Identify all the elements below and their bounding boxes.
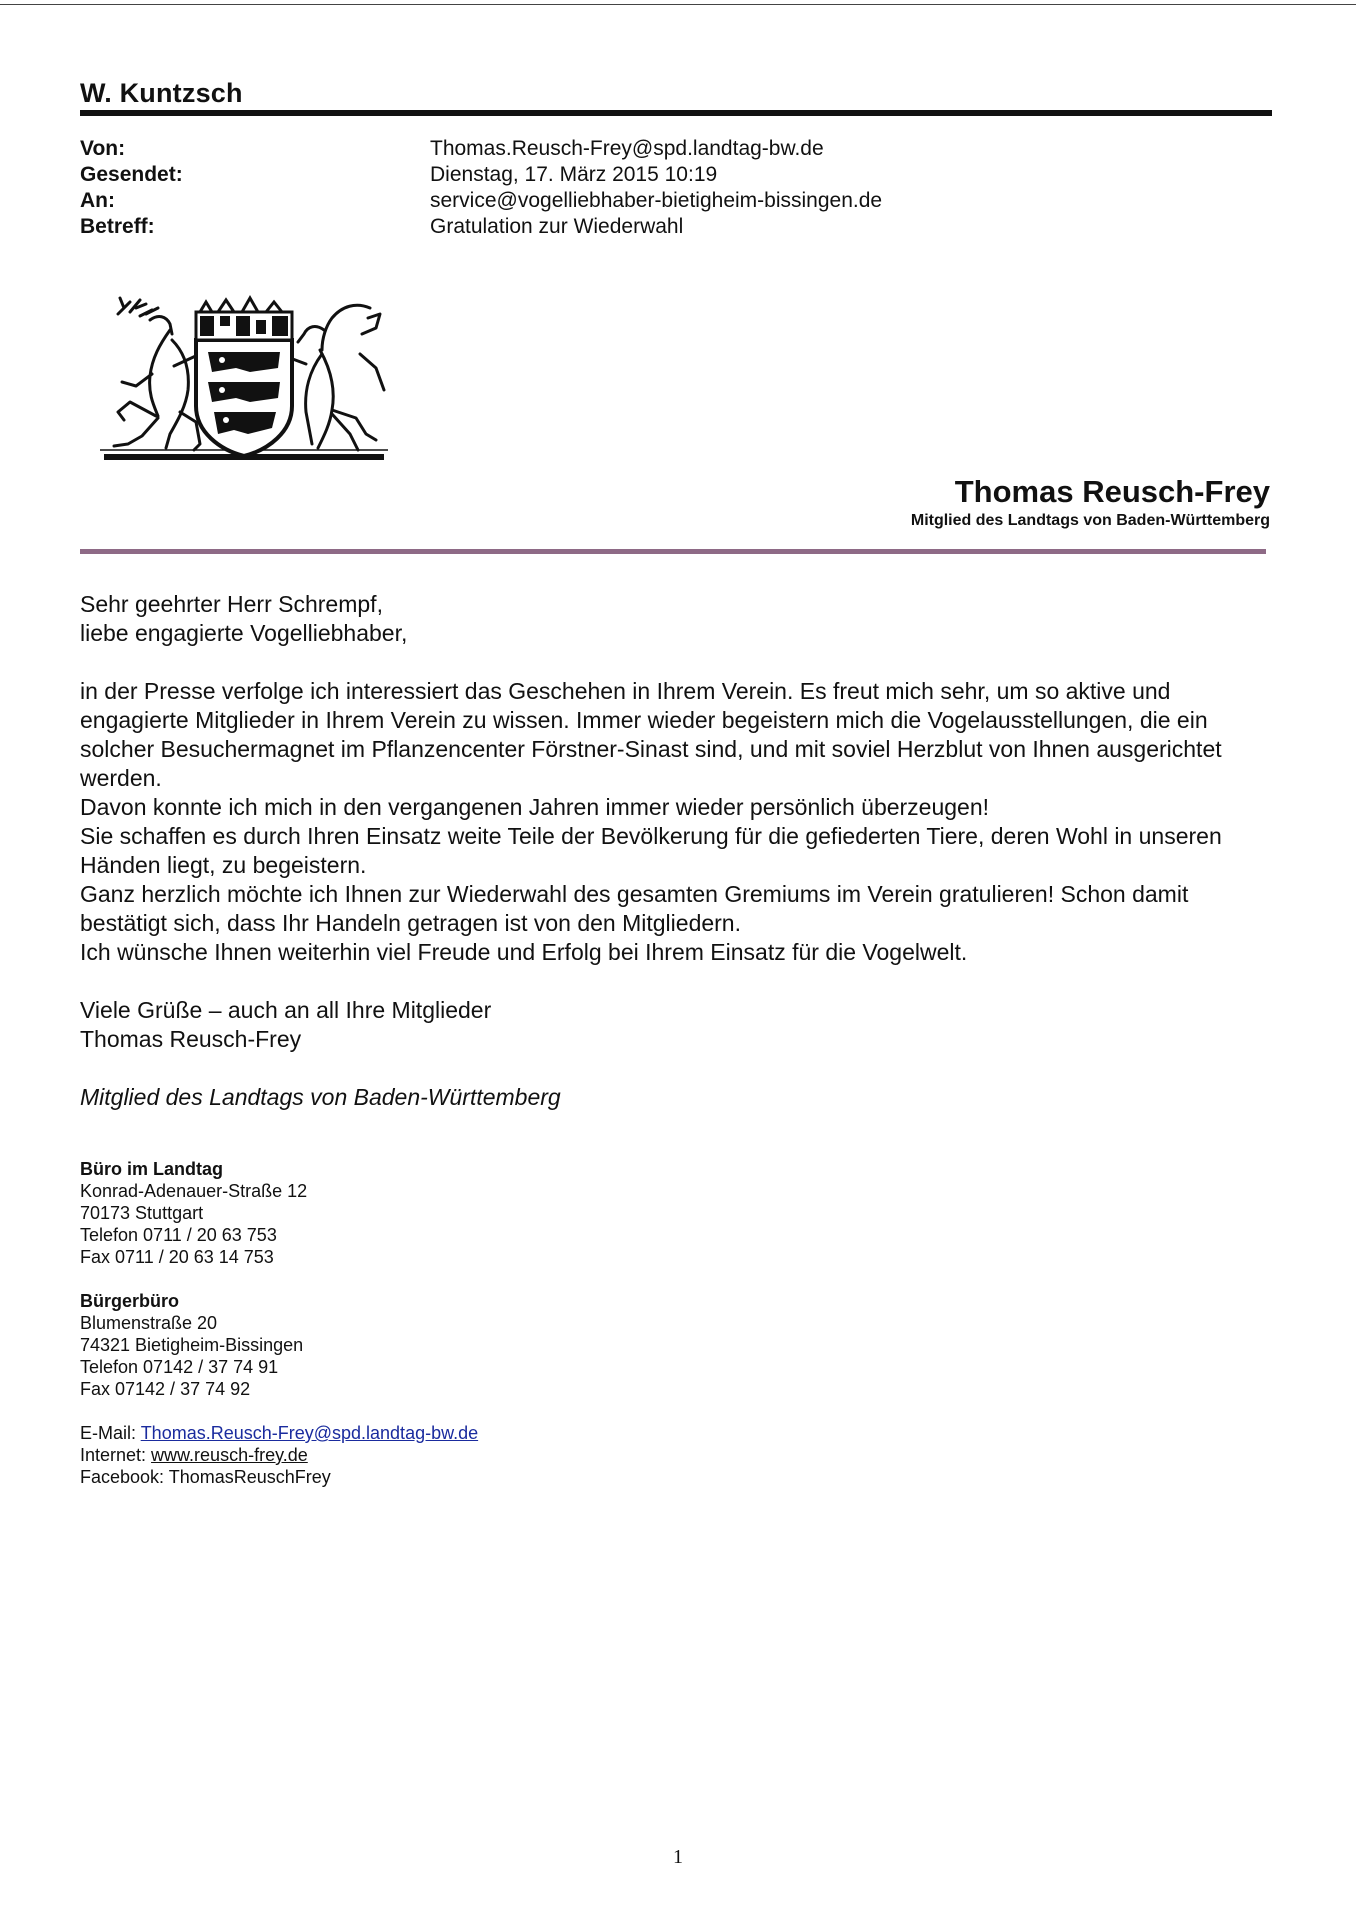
- office-landtag: [80, 1158, 478, 1268]
- office-title: Bürgerbüro: [80, 1291, 179, 1311]
- email-link[interactable]: Thomas.Reusch-Frey@spd.landtag-bw.de: [140, 1423, 479, 1443]
- office-phone: Telefon 07142 / 37 74 91: [80, 1357, 279, 1377]
- meta-key: An:: [80, 189, 115, 212]
- separator-rule: [80, 549, 1266, 554]
- header-rule: [80, 110, 1272, 116]
- office-street: Konrad-Adenauer-Straße 12: [80, 1181, 308, 1201]
- office-fax: Fax 07142 / 37 74 92: [80, 1379, 251, 1399]
- facebook-text: Facebook: ThomasReuschFrey: [80, 1467, 331, 1487]
- website-link[interactable]: www.reusch-frey.de: [151, 1445, 308, 1465]
- internet-label: Internet:: [80, 1445, 152, 1465]
- office-phone: Telefon 0711 / 20 63 753: [80, 1225, 277, 1245]
- meta-value: Gratulation zur Wiederwahl: [430, 215, 684, 238]
- office-buergerbuero: [80, 1290, 478, 1400]
- meta-row-from: [80, 136, 882, 162]
- internet-row: [80, 1444, 478, 1466]
- closing-title: Mitglied des Landtags von Baden-Württemberg: [80, 1084, 561, 1110]
- meta-row-subject: [80, 214, 882, 240]
- baden-wuerttemberg-coat-of-arms-icon: [100, 294, 388, 468]
- salutation-line: Sehr geehrter Herr Schrempf,: [80, 591, 383, 617]
- sender-name: Thomas Reusch-Frey: [954, 474, 1270, 509]
- paragraph: Ich wünsche Ihnen weiterhin viel Freude und Erfolg bei Ihrem Einsatz für die Vogelwelt.: [80, 939, 968, 965]
- header-name: W. Kuntzsch: [80, 78, 243, 108]
- closing-greeting: Viele Grüße – auch an all Ihre Mitglieder: [80, 997, 492, 1023]
- meta-value: service@vogelliebhaber-bietigheim-bissingen.de: [430, 189, 883, 212]
- office-fax: Fax 0711 / 20 63 14 753: [80, 1247, 274, 1267]
- office-city: 74321 Bietigheim-Bissingen: [80, 1335, 304, 1355]
- email-label: E-Mail:: [80, 1423, 141, 1443]
- sender-title: Mitglied des Landtags von Baden-Württemberg: [910, 512, 1270, 529]
- meta-row-to: [80, 188, 882, 214]
- office-street: Blumenstraße 20: [80, 1313, 218, 1333]
- paragraph: Ganz herzlich möchte ich Ihnen zur Wiederwahl des gesamten Gremiums im Verein gratulieren! Schon damit bestätigt sich, dass Ihr Handeln getragen ist von den Mitgliedern.: [80, 881, 1189, 936]
- page-number: 1: [673, 1846, 683, 1868]
- paragraph: in der Presse verfolge ich interessiert das Geschehen in Ihrem Verein. Es freut mich sehr, um so aktive und engagierte Mitglieder in Ihrem Verein zu wissen. Immer wieder begeistern mich die Vogelausstellungen, die ein solcher Besuchermagnet im Pflanzencenter Förstner-Sinast sind, und mit soviel Herzblut von Ihnen ausgerichtet werden.: [80, 678, 1222, 791]
- meta-key: Betreff:: [80, 215, 155, 238]
- email-meta: [80, 136, 882, 240]
- office-city: 70173 Stuttgart: [80, 1203, 204, 1223]
- salutation-line: liebe engagierte Vogelliebhaber,: [80, 620, 408, 646]
- email-row: [80, 1422, 478, 1444]
- meta-key: Gesendet:: [80, 163, 183, 186]
- office-title: Büro im Landtag: [80, 1159, 223, 1179]
- closing-signature: Thomas Reusch-Frey: [80, 1026, 302, 1052]
- scan-top-border: [0, 4, 1356, 5]
- meta-value: Thomas.Reusch-Frey@spd.landtag-bw.de: [430, 137, 824, 160]
- contact-footer: [80, 1158, 478, 1488]
- meta-value: Dienstag, 17. März 2015 10:19: [430, 163, 718, 186]
- letter-body: [80, 590, 1280, 1112]
- paragraph: Davon konnte ich mich in den vergangenen Jahren immer wieder persönlich überzeugen!: [80, 794, 990, 820]
- meta-key: Von:: [80, 137, 126, 160]
- meta-row-sent: [80, 162, 882, 188]
- paragraph: Sie schaffen es durch Ihren Einsatz weite Teile der Bevölkerung für die gefiederten Tiere, deren Wohl in unseren Händen liegt, zu begeistern.: [80, 823, 1222, 878]
